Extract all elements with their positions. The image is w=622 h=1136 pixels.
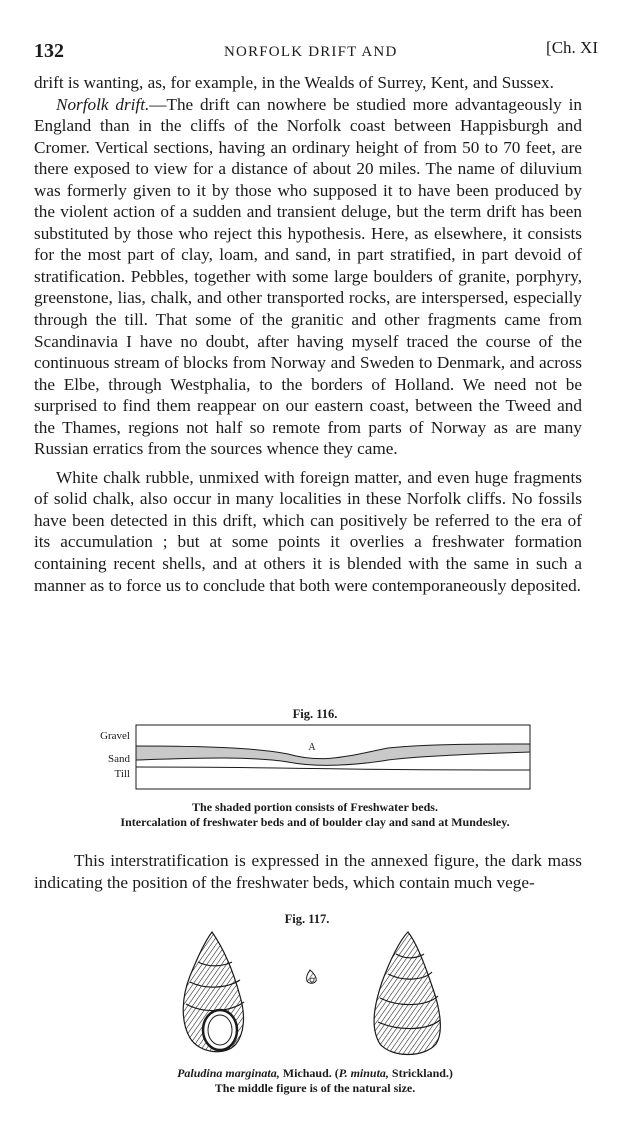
- chalk-paragraph: White chalk rubble, unmixed with foreign matter, and even huge fragments of solid chalk, also occur in many localities in these Norfolk cliffs. No fossils have been detected in this drift, which can positively be referred to the era of its accumulation ; but at some points it overlies a freshwater formation containing recent shells, and at others it is blended with the same in such a manner as to force us to conclude that both were contemporaneously deposited.: [34, 467, 582, 595]
- layer-label-gravel: Gravel: [100, 730, 130, 742]
- species-name-minuta: P. minuta,: [338, 1066, 389, 1080]
- figure-116-caption: [90, 800, 540, 830]
- after-figure-text: [34, 850, 582, 894]
- norfolk-drift-paragraph: [34, 94, 582, 460]
- continuation-paragraph: drift is wanting, as, for example, in the Wealds of Surrey, Kent, and Sussex.: [34, 73, 554, 92]
- author-strickland: Strickland.): [388, 1066, 453, 1080]
- shell-paludina-marginata: [183, 932, 244, 1052]
- sand-till-boundary: [136, 767, 530, 770]
- shell-natural-size: [307, 970, 317, 983]
- figure-116-label: Fig. 116.: [292, 707, 338, 721]
- figure-117-caption-line1: [120, 1066, 510, 1081]
- page-number: 132: [34, 40, 64, 62]
- section-heading: Norfolk drift.: [56, 94, 150, 114]
- shell-paludina-minuta: [374, 932, 440, 1055]
- norfolk-drift-body: —The drift can nowhere be studied more advantageously in England than in the cliffs of the Norfolk coast between Happisburgh and Cromer. Vertical sections, having an ordinary height of from 50 to 70 feet, are there exposed to view for a distance of about 20 miles. The name of diluvium was formerly given to it by those who supposed it to have been produced by the violent action of a sudden and transient deluge, but the term drift has been substituted by those who reject this hypothesis. Here, as elsewhere, it consists for the most part of clay, loam, and sand, in part stratified, in part devoid of stratification. Pebbles, together with some large boulders of granite, porphyry, greenstone, lias, chalk, and other transported rocks, are interspersed, especially through the till. That some of the granitic and other fragments came from Scandinavia I have no doubt, after having myself traced the course of the continuous stream of blocks from Norway and Sweden to Denmark, and across the Elbe, through Westphalia, to the borders of Holland. We need not be surprised to find them reappear on our eastern coast, between the Tweed and the Thames, regions not half so remote from parts of Norway as are many Russian erratics from the sources whence they came.: [34, 94, 582, 459]
- figure-117-caption-line2: The middle figure is of the natural size.: [214, 1081, 416, 1095]
- interstratification-paragraph: This interstratification is expressed in the annexed figure, the dark mass indicating the position of the freshwater beds, which contain much vege-: [34, 851, 582, 892]
- figure-116-section-diagram: [88, 722, 534, 798]
- figure-117-caption: [120, 1066, 510, 1096]
- figure-117-shells: [170, 926, 470, 1062]
- species-name-marginata: Paludina marginata,: [177, 1066, 280, 1080]
- figure-116-caption-line1: The shaded portion consists of Freshwater beds.: [192, 800, 438, 814]
- body-text: [34, 72, 582, 596]
- running-title: NORFOLK DRIFT AND: [224, 44, 398, 60]
- chapter-marker: [Ch. XI: [546, 38, 598, 57]
- running-head: [34, 38, 598, 62]
- section-marker-a: A: [308, 742, 316, 753]
- figure-116-caption-line2: Intercalation of freshwater beds and of boulder clay and sand at Mundesley.: [120, 815, 510, 829]
- layer-label-till: Till: [114, 768, 130, 780]
- layer-label-sand: Sand: [108, 753, 130, 765]
- author-michaud: Michaud. (: [279, 1066, 339, 1080]
- figure-117-label: Fig. 117.: [284, 912, 330, 926]
